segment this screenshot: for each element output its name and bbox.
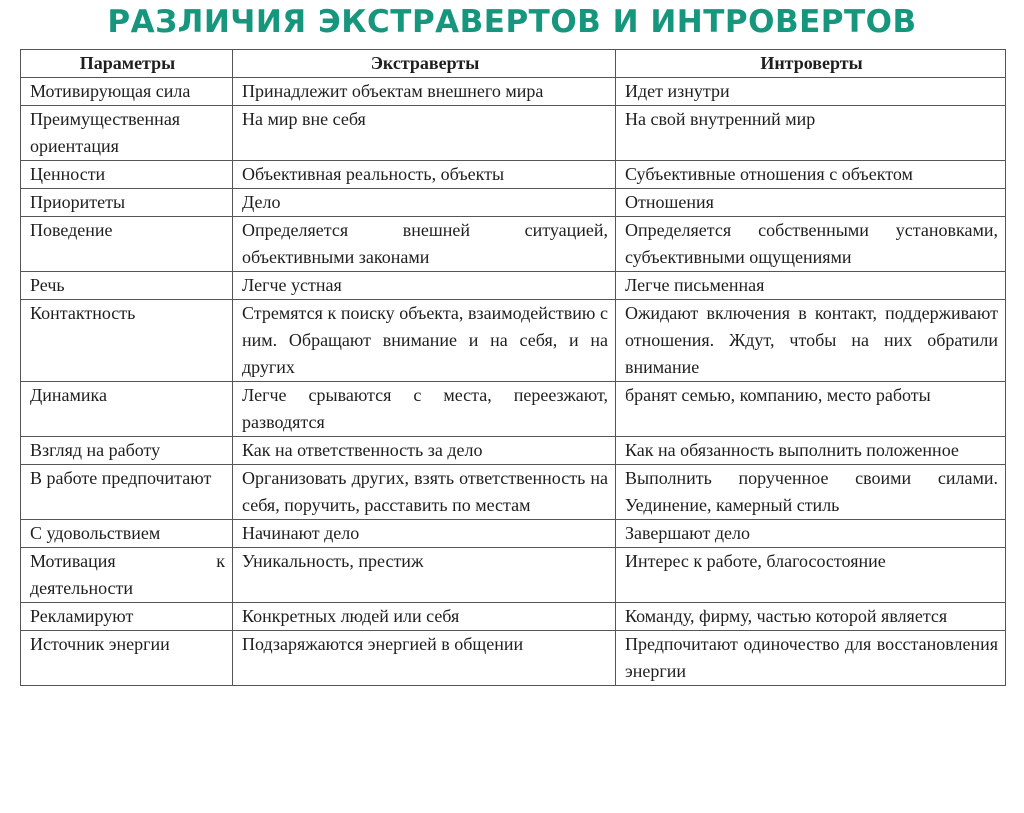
parameter-cell: Рекламируют — [21, 603, 233, 631]
table-row — [21, 465, 1006, 520]
introvert-cell: Отношения — [616, 189, 1006, 217]
table-row — [21, 272, 1006, 300]
parameter-cell: Контактность — [21, 300, 233, 382]
table-row — [21, 631, 1006, 686]
header-extraverts: Экстраверты — [233, 50, 616, 78]
page-title: РАЗЛИЧИЯ ЭКСТРАВЕРТОВ И ИНТРОВЕРТОВ — [107, 4, 917, 40]
introvert-cell: Предпочитают одиночество для восстановления энергии — [616, 631, 1006, 686]
introvert-cell: Определяется собственными установками, субъективными ощущениями — [616, 217, 1006, 272]
introvert-cell: Завершают дело — [616, 520, 1006, 548]
parameter-cell: Приоритеты — [21, 189, 233, 217]
parameter-cell: Источник энергии — [21, 631, 233, 686]
extravert-cell: Организовать других, взять ответственность на себя, поручить, расставить по местам — [233, 465, 616, 520]
table-row — [21, 300, 1006, 382]
table-row — [21, 189, 1006, 217]
header-parameters: Параметры — [21, 50, 233, 78]
extravert-cell: Принадлежит объектам внешнего мира — [233, 78, 616, 106]
parameter-cell: Динамика — [21, 382, 233, 437]
introvert-cell: Субъективные отношения с объектом — [616, 161, 1006, 189]
table-row — [21, 78, 1006, 106]
table-row — [21, 106, 1006, 161]
header-row — [21, 50, 1006, 78]
extravert-cell: Подзаряжаются энергией в общении — [233, 631, 616, 686]
table-row — [21, 161, 1006, 189]
table-body — [21, 78, 1006, 686]
table-row — [21, 548, 1006, 603]
extravert-cell: Объективная реальность, объекты — [233, 161, 616, 189]
table-row — [21, 520, 1006, 548]
introvert-cell: Как на обязанность выполнить положенное — [616, 437, 1006, 465]
parameter-cell: Мотивирующая сила — [21, 78, 233, 106]
parameter-cell: Речь — [21, 272, 233, 300]
parameter-cell: Ценности — [21, 161, 233, 189]
parameter-cell: Преимущественная ориентация — [21, 106, 233, 161]
extravert-cell: Уникальность, престиж — [233, 548, 616, 603]
extravert-cell: На мир вне себя — [233, 106, 616, 161]
comparison-table — [20, 49, 1006, 686]
extravert-cell: Дело — [233, 189, 616, 217]
extravert-cell: Начинают дело — [233, 520, 616, 548]
table-row — [21, 217, 1006, 272]
extravert-cell: Стремятся к поиску объекта, взаимодействию с ним. Обращают внимание и на себя, и на других — [233, 300, 616, 382]
parameter-cell: Взгляд на работу — [21, 437, 233, 465]
parameter-cell: Мотивация к деятельности — [21, 548, 233, 603]
introvert-cell: На свой внутренний мир — [616, 106, 1006, 161]
extravert-cell: Легче устная — [233, 272, 616, 300]
extravert-cell: Как на ответственность за дело — [233, 437, 616, 465]
introvert-cell: Ожидают включения в контакт, поддерживают отношения. Ждут, чтобы на них обратили внимание — [616, 300, 1006, 382]
parameter-cell: С удовольствием — [21, 520, 233, 548]
introvert-cell: Команду, фирму, частью которой является — [616, 603, 1006, 631]
introvert-cell: бранят семью, компанию, место работы — [616, 382, 1006, 437]
introvert-cell: Выполнить порученное своими силами. Уединение, камерный стиль — [616, 465, 1006, 520]
introvert-cell: Интерес к работе, благосостояние — [616, 548, 1006, 603]
table-row — [21, 603, 1006, 631]
extravert-cell: Легче срываются с места, переезжают, разводятся — [233, 382, 616, 437]
table-header — [21, 50, 1006, 78]
parameter-cell: Поведение — [21, 217, 233, 272]
extravert-cell: Конкретных людей или себя — [233, 603, 616, 631]
extravert-cell: Определяется внешней ситуацией, объективными законами — [233, 217, 616, 272]
introvert-cell: Идет изнутри — [616, 78, 1006, 106]
table-row — [21, 437, 1006, 465]
header-introverts: Интроверты — [616, 50, 1006, 78]
table-row — [21, 382, 1006, 437]
introvert-cell: Легче письменная — [616, 272, 1006, 300]
parameter-cell: В работе предпочитают — [21, 465, 233, 520]
